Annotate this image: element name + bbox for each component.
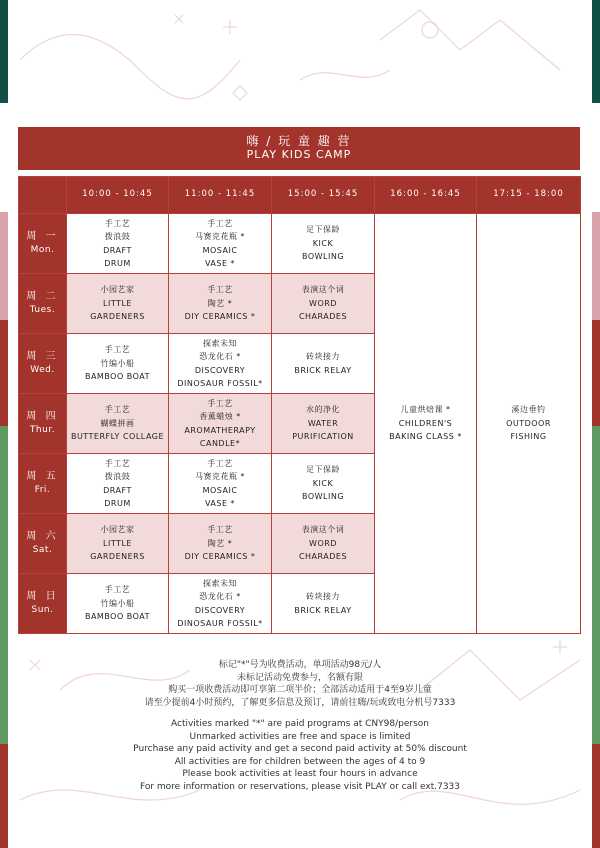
activity-line: 手工艺 <box>207 458 233 468</box>
activity-cell <box>67 274 169 334</box>
stripe-left-green <box>0 426 8 638</box>
activity-line: OUTDOOR <box>506 418 551 428</box>
title-zh: 嗨 / 玩 童 趣 营 <box>246 134 352 148</box>
activity-line: BAMBOO BOAT <box>84 372 151 382</box>
day-label-zh: 周 六 <box>26 531 59 542</box>
activity-line: 表演这个词 <box>301 525 345 535</box>
activity-line: BOWLING <box>301 252 345 262</box>
activity-line: CHARADES <box>298 312 348 322</box>
activity-cell <box>169 334 272 394</box>
activity-line: BAKING CLASS * <box>389 432 462 442</box>
day-label-en: Sat. <box>32 545 53 555</box>
time-header-row <box>19 177 581 214</box>
activity-cell <box>169 574 272 634</box>
activity-line: FISHING <box>510 432 547 442</box>
day-label-en: Fri. <box>34 485 51 495</box>
activity-line: BAMBOO BOAT <box>84 612 151 622</box>
activity-cell <box>272 514 375 574</box>
activity-line: BUTTERFLY COLLAGE <box>70 432 165 442</box>
activity-line: 手工艺 <box>104 458 131 468</box>
activity-cell <box>272 394 375 454</box>
activity-cell <box>67 394 169 454</box>
activity-line: 竹编小船 <box>100 598 135 608</box>
activity-line: DIY CERAMICS * <box>184 312 256 322</box>
activity-cell <box>272 454 375 514</box>
activity-line: 陶艺 * <box>207 538 233 548</box>
activity-line: 水的净化 <box>306 405 340 415</box>
note-line-en: Please book activities at least four hours in advance <box>182 769 418 780</box>
activity-line: DIY CERAMICS * <box>184 552 256 562</box>
activity-cell <box>169 394 272 454</box>
activity-line: DINOSAUR FOSSIL* <box>177 619 263 628</box>
activity-line: 砖块接力 <box>306 352 340 361</box>
stripe-left-teal <box>0 0 8 103</box>
activity-line: VASE * <box>204 499 236 508</box>
activity-line: DISCOVERY <box>194 605 246 615</box>
activity-line: 砖块接力 <box>306 592 340 601</box>
day-label-en: Mon. <box>30 245 55 255</box>
activity-line: 恐龙化石 * <box>199 352 241 361</box>
day-label-en: Thur. <box>29 425 56 435</box>
time-slot-header: 16:00 - 16:45 <box>375 177 477 214</box>
day-label-zh: 周 日 <box>26 591 59 602</box>
day-label-zh: 周 二 <box>26 291 59 302</box>
day-label <box>19 274 67 334</box>
activity-line: 小园艺家 <box>100 285 135 295</box>
activity-line: LITTLE <box>103 538 132 548</box>
activity-line: GARDENERS <box>90 552 145 562</box>
activity-line: DRUM <box>104 259 131 268</box>
header-corner <box>19 177 67 214</box>
title-en: PLAY KIDS CAMP <box>246 148 352 161</box>
time-slot-header: 15:00 - 15:45 <box>272 177 375 214</box>
activity-line: 恐龙化石 * <box>199 592 241 601</box>
activity-line: GARDENERS <box>90 312 145 322</box>
activity-line: KICK <box>312 478 334 488</box>
day-label-en: Tues. <box>29 305 56 315</box>
activity-line: DINOSAUR FOSSIL* <box>177 379 263 388</box>
activity-cell <box>67 214 169 274</box>
activity-cell <box>67 454 169 514</box>
activity-line: 手工艺 <box>207 525 233 535</box>
activity-line: MOSAIC <box>202 245 238 255</box>
day-label-zh: 周 一 <box>26 231 59 242</box>
day-label <box>19 394 67 454</box>
activity-line: BRICK RELAY <box>294 605 352 615</box>
activity-cell <box>67 574 169 634</box>
note-line-zh: 标记"*"号为收费活动，单项活动98元/人 <box>218 660 382 670</box>
activity-line: 手工艺 <box>207 218 233 228</box>
note-line-en: All activities are for children between the ages of 4 to 9 <box>174 756 426 767</box>
activity-line: 手工艺 <box>104 405 131 415</box>
activity-line: WORD <box>309 298 337 308</box>
activity-line: VASE * <box>204 259 236 268</box>
activity-cell <box>272 574 375 634</box>
activity-line: MOSAIC <box>202 485 238 495</box>
day-label <box>19 334 67 394</box>
activity-line: KICK <box>312 238 334 248</box>
activity-line: DRUM <box>104 499 131 508</box>
activity-line: 手工艺 <box>207 398 233 408</box>
activity-line: 拨浪鼓 <box>104 472 131 481</box>
day-label <box>19 454 67 514</box>
day-label-en: Wed. <box>30 365 55 375</box>
activity-cell <box>169 454 272 514</box>
day-label-zh: 周 四 <box>26 411 59 422</box>
note-line-en: Purchase any paid activity and get a second paid activity at 50% discount <box>133 744 467 755</box>
activity-cell <box>272 274 375 334</box>
activity-line: 竹编小船 <box>100 358 135 368</box>
note-line-zh: 购买一项收费活动即可享第二项半价；全部活动适用于4至9岁儿童 <box>168 685 432 696</box>
activity-line: 手工艺 <box>104 585 131 595</box>
activity-line: LITTLE <box>103 298 132 308</box>
day-label-en: Sun. <box>31 605 54 615</box>
day-label-zh: 周 五 <box>26 471 59 482</box>
activity-line: 探索未知 <box>203 578 237 588</box>
activity-cell <box>67 514 169 574</box>
activity-line: 探索未知 <box>203 338 237 348</box>
activity-line: BOWLING <box>301 492 345 502</box>
day-row <box>19 214 581 274</box>
notes-zh <box>0 659 600 709</box>
activity-line: WORD <box>309 538 337 548</box>
activity-line: 马赛克花瓶 * <box>194 472 246 481</box>
activity-line: DISCOVERY <box>194 365 246 375</box>
note-line-en: Unmarked activities are free and space is limited <box>189 731 411 742</box>
note-line-zh: 请至少提前4小时预约，了解更多信息及预订，请前往嗨/玩或致电分机号7333 <box>144 697 456 708</box>
day-label <box>19 214 67 274</box>
time-slot-header: 17:15 - 18:00 <box>477 177 581 214</box>
activity-cell <box>272 334 375 394</box>
day-label <box>19 574 67 634</box>
activity-line: DRAFT <box>103 245 132 255</box>
schedule-title-bar <box>18 127 580 170</box>
activity-line: PURIFICATION <box>292 432 354 442</box>
stripe-right-teal <box>592 0 600 103</box>
time-slot-header: 10:00 - 10:45 <box>67 177 169 214</box>
stripe-left-pink <box>0 212 8 320</box>
activity-line: CANDLE* <box>199 439 241 448</box>
baking-class-cell <box>375 214 477 634</box>
activity-cell <box>67 334 169 394</box>
stripe-left-red <box>0 320 8 426</box>
activity-line: 手工艺 <box>207 285 233 295</box>
time-slot-header: 11:00 - 11:45 <box>169 177 272 214</box>
stripe-right-green <box>592 426 600 638</box>
stripe-right-pink <box>592 212 600 320</box>
note-line-en: For more information or reservations, please visit PLAY or call ext.7333 <box>139 781 461 792</box>
outdoor-fishing-cell <box>477 214 581 634</box>
day-label <box>19 514 67 574</box>
note-line-en: Activities marked "*" are paid programs at CNY98/person <box>171 719 429 729</box>
activity-line: 儿童烘焙课 * <box>400 405 451 415</box>
notes-en <box>0 718 600 794</box>
activity-line: 拨浪鼓 <box>104 232 131 241</box>
stripe-right-red <box>592 320 600 426</box>
activity-line: 手工艺 <box>104 218 131 228</box>
activity-line: 马赛克花瓶 * <box>194 232 246 241</box>
activity-line: WATER <box>307 418 339 428</box>
activity-line: CHILDREN'S <box>398 418 453 428</box>
activity-line: 表演这个词 <box>301 285 345 295</box>
activity-cell <box>169 274 272 334</box>
day-label-zh: 周 三 <box>26 351 59 362</box>
activity-cell <box>169 514 272 574</box>
activity-cell <box>169 214 272 274</box>
note-line-zh: 未标记活动免费参与，名额有限 <box>236 672 363 683</box>
activity-line: 足下保龄 <box>306 225 340 235</box>
schedule-table <box>18 176 581 634</box>
activity-line: 溪边垂钓 <box>511 405 546 415</box>
activity-line: 足下保龄 <box>306 465 340 475</box>
activity-line: 蝴蝶拼画 <box>100 418 135 428</box>
activity-cell <box>272 214 375 274</box>
activity-line: 陶艺 * <box>207 298 233 308</box>
activity-line: 手工艺 <box>104 345 131 355</box>
activity-line: 香薰蜡烛 * <box>199 412 241 421</box>
activity-line: BRICK RELAY <box>294 365 352 375</box>
activity-line: DRAFT <box>103 485 132 495</box>
activity-line: CHARADES <box>298 552 348 562</box>
activity-line: 小园艺家 <box>100 525 135 535</box>
activity-line: AROMATHERAPY <box>184 425 256 435</box>
